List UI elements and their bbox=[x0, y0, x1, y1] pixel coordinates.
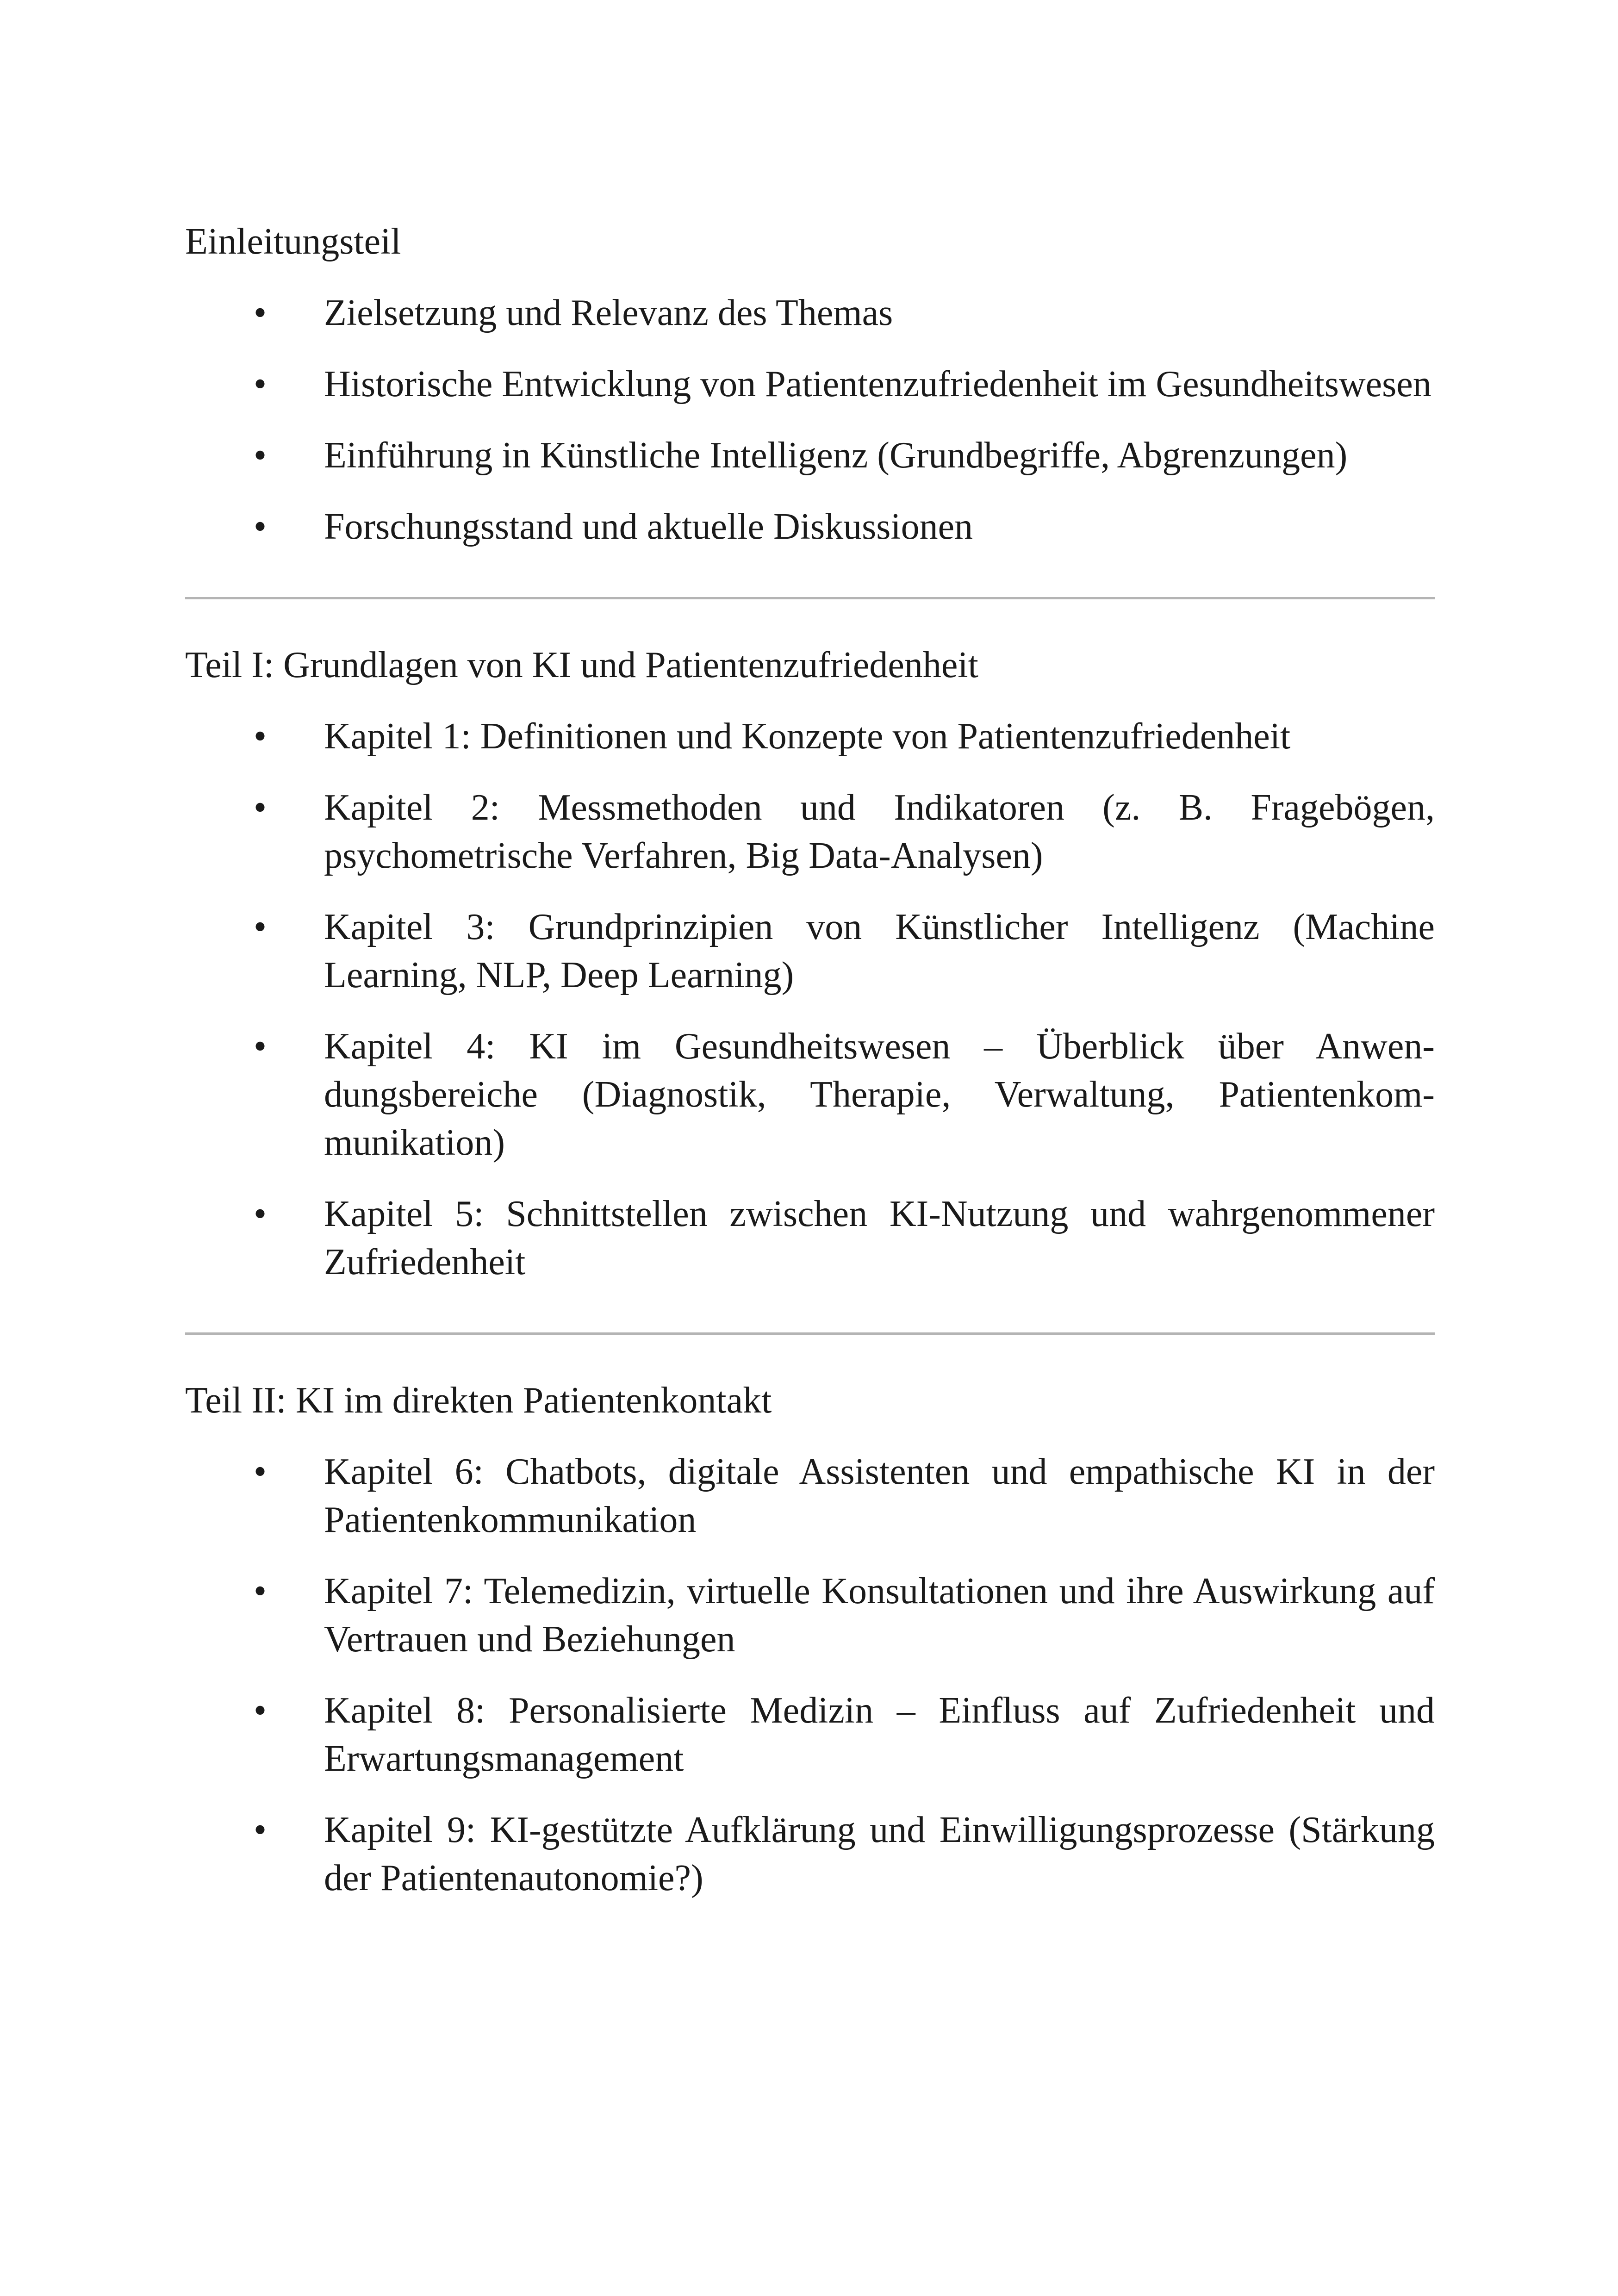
section-part-2 bbox=[185, 1376, 1435, 1902]
bullet-icon: • bbox=[254, 1451, 267, 1492]
bullet-icon: • bbox=[254, 716, 267, 757]
list-item bbox=[185, 503, 1435, 551]
section-divider bbox=[185, 1332, 1435, 1335]
list-item bbox=[185, 1190, 1435, 1286]
bullet-icon: • bbox=[254, 292, 267, 333]
list-item-text: Zielsetzung und Relevanz des Themas bbox=[324, 292, 893, 333]
bullet-icon: • bbox=[254, 364, 267, 404]
list-item-text: Kapitel 3: Grundprinzipien von Künstlicher Intelligenz (Machine Learning, NLP, Deep Learning) bbox=[324, 907, 1435, 996]
bullet-list bbox=[185, 1448, 1435, 1902]
list-item bbox=[185, 431, 1435, 479]
list-item bbox=[185, 1448, 1435, 1544]
list-item bbox=[185, 712, 1435, 760]
bullet-icon: • bbox=[254, 506, 267, 547]
section-divider bbox=[185, 597, 1435, 599]
section-part-1 bbox=[185, 641, 1435, 1286]
bullet-icon: • bbox=[254, 435, 267, 476]
list-item bbox=[185, 903, 1435, 999]
list-item bbox=[185, 1022, 1435, 1167]
list-item bbox=[185, 360, 1435, 408]
list-item-text: Kapitel 6: Chatbots, digitale Assistenten und empathische KI in der Patientenkommunikation bbox=[324, 1451, 1435, 1540]
bullet-icon: • bbox=[254, 1690, 267, 1731]
bullet-list bbox=[185, 289, 1435, 551]
list-item bbox=[185, 289, 1435, 337]
section-title: Teil II: KI im direkten Patientenkontakt bbox=[185, 1380, 772, 1421]
section-title: Einleitungsteil bbox=[185, 221, 401, 262]
list-item-text: Kapitel 4: KI im Gesundheitswesen – Überblick über Anwendungsbereiche (Diagnostik, Therapie, Verwaltung, Patientenkommunikation) bbox=[324, 1026, 1435, 1163]
list-item-text: Kapitel 1: Definitionen und Konzepte von Patientenzufriedenheit bbox=[324, 716, 1291, 757]
bullet-icon: • bbox=[254, 1571, 267, 1612]
list-item-text: Kapitel 9: KI-gestützte Aufklärung und Einwilligungsprozesse (Stärkung der Patientenautonomie?) bbox=[324, 1810, 1435, 1898]
bullet-icon: • bbox=[254, 787, 267, 828]
section-title: Teil I: Grundlagen von KI und Patientenzufriedenheit bbox=[185, 645, 978, 685]
bullet-icon: • bbox=[254, 1194, 267, 1234]
bullet-list bbox=[185, 712, 1435, 1286]
document-page bbox=[185, 218, 1435, 1925]
list-item-text: Forschungsstand und aktuelle Diskussionen bbox=[324, 506, 973, 547]
list-item-text: Kapitel 2: Messmethoden und Indikatoren (z. B. Fragebögen, psychometrische Verfahren, Big Data-Analysen) bbox=[324, 787, 1435, 876]
section-intro bbox=[185, 218, 1435, 551]
list-item-text: Kapitel 8: Personalisierte Medizin – Einfluss auf Zufriedenheit und Erwartungsmanagement bbox=[324, 1690, 1435, 1779]
list-item bbox=[185, 784, 1435, 880]
list-item bbox=[185, 1567, 1435, 1663]
list-item-text: Einführung in Künstliche Intelligenz (Grundbegriffe, Abgrenzungen) bbox=[324, 435, 1348, 476]
list-item bbox=[185, 1686, 1435, 1783]
list-item-text: Kapitel 5: Schnittstellen zwischen KI-Nutzung und wahrgenommener Zufriedenheit bbox=[324, 1194, 1435, 1282]
list-item bbox=[185, 1806, 1435, 1902]
bullet-icon: • bbox=[254, 1026, 267, 1067]
bullet-icon: • bbox=[254, 1810, 267, 1850]
bullet-icon: • bbox=[254, 907, 267, 947]
list-item-text: Kapitel 7: Telemedizin, virtuelle Konsultationen und ihre Auswirkung auf Vertrauen und Beziehungen bbox=[324, 1571, 1435, 1660]
list-item-text: Historische Entwicklung von Patientenzufriedenheit im Gesundheitswesen bbox=[324, 364, 1431, 404]
